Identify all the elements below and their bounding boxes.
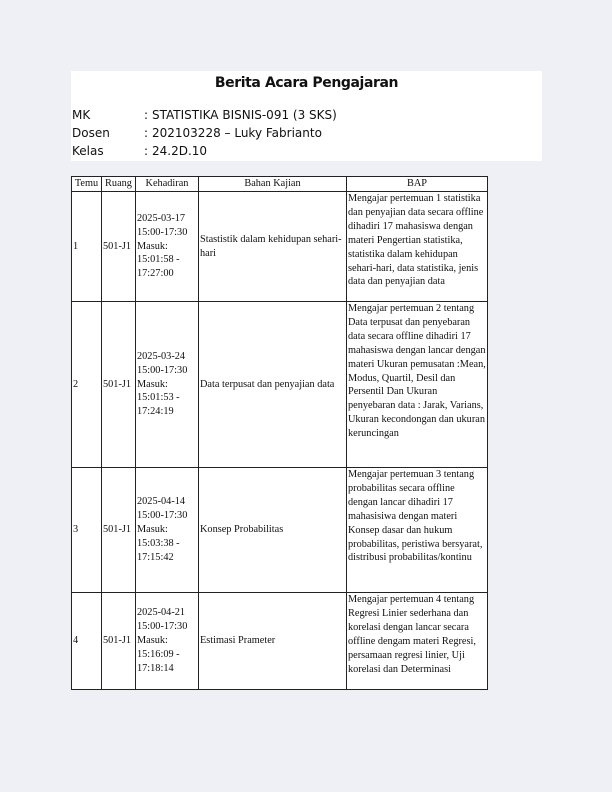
- table-row: [72, 593, 488, 690]
- table-row: [72, 302, 488, 468]
- cell-bap: Mengajar pertemuan 1 statistika dan penyajian data secara offline dihadiri 17 mahasiswa dengan materi Pengertian statistika, statistika dalam kehidupan sehari-hari, data statistika, jenis data dan penyajian data: [347, 192, 488, 302]
- meta-value-dosen: 202103228 – Luky Fabrianto: [152, 126, 322, 140]
- meta-row-dosen: Dosen : 202103228 – Luky Fabrianto: [72, 126, 322, 140]
- table-row: [72, 468, 488, 593]
- header-ruang: Ruang: [102, 177, 136, 192]
- header-temu: Temu: [72, 177, 102, 192]
- cell-ruang: 501-J1: [102, 302, 136, 468]
- meta-row-kelas: Kelas : 24.2D.10: [72, 144, 208, 158]
- cell-temu: 4: [72, 593, 102, 690]
- table-header-row: [72, 177, 488, 192]
- cell-bahan-kajian: Konsep Probabilitas: [199, 468, 347, 593]
- cell-bahan-kajian: Estimasi Prameter: [199, 593, 347, 690]
- cell-kehadiran: 2025-03-24 15:00-17:30 Masuk: 15:01:53 - 17:24:19: [136, 302, 199, 468]
- cell-bap: Mengajar pertemuan 2 tentang Data terpusat dan penyebaran data secara offline dihadiri 17 mahasiswa dengan lancar dengan materi Ukuran pemusatan :Mean, Modus, Quartil, Desil dan Persentil Dan Ukuran penyebaran data : Jarak, Varians, Ukuran kecondongan dan ukuran keruncingan: [347, 302, 488, 468]
- cell-kehadiran: 2025-04-21 15:00-17:30 Masuk: 15:16:09 - 17:18:14: [136, 593, 199, 690]
- header-bahan-kajian: Bahan Kajian: [199, 177, 347, 192]
- cell-bahan-kajian: Data terpusat dan penyajian data: [199, 302, 347, 468]
- cell-kehadiran: 2025-04-14 15:00-17:30 Masuk: 15:03:38 - 17:15:42: [136, 468, 199, 593]
- cell-temu: 3: [72, 468, 102, 593]
- document-title: Berita Acara Pengajaran: [214, 75, 399, 91]
- meta-label-dosen: Dosen: [72, 126, 110, 140]
- cell-ruang: 501-J1: [102, 593, 136, 690]
- meta-value-mk: STATISTIKA BISNIS-091 (3 SKS): [152, 108, 337, 122]
- cell-bahan-kajian: Stastistik dalam kehidupan sehari-hari: [199, 192, 347, 302]
- meta-value-kelas: 24.2D.10: [152, 144, 208, 158]
- bap-table: [71, 176, 488, 690]
- cell-kehadiran: 2025-03-17 15:00-17:30 Masuk: 15:01:58 - 17:27:00: [136, 192, 199, 302]
- cell-ruang: 501-J1: [102, 468, 136, 593]
- cell-bap: Mengajar pertemuan 4 tentang Regresi Linier sederhana dan korelasi dengan lancar secara offline dengam materi Regresi, persamaan regresi linier, Uji korelasi dan Determinasi: [347, 593, 488, 690]
- cell-bap: Mengajar pertemuan 3 tentang probabilitas secara offline dengan lancar dihadiri 17 mahasisiwa dengan materi Konsep dasar dan hukum probabilitas, peristiwa bersyarat, distribusi probabilitas/kontinu: [347, 468, 488, 593]
- header-kehadiran: Kehadiran: [136, 177, 199, 192]
- cell-temu: 1: [72, 192, 102, 302]
- document-header: [71, 71, 542, 161]
- table-row: [72, 192, 488, 302]
- meta-label-kelas: Kelas: [72, 144, 104, 158]
- meta-row-mk: MK : STATISTIKA BISNIS-091 (3 SKS): [72, 108, 337, 122]
- cell-temu: 2: [72, 302, 102, 468]
- meta-label-mk: MK: [72, 108, 91, 122]
- header-bap: BAP: [347, 177, 488, 192]
- cell-ruang: 501-J1: [102, 192, 136, 302]
